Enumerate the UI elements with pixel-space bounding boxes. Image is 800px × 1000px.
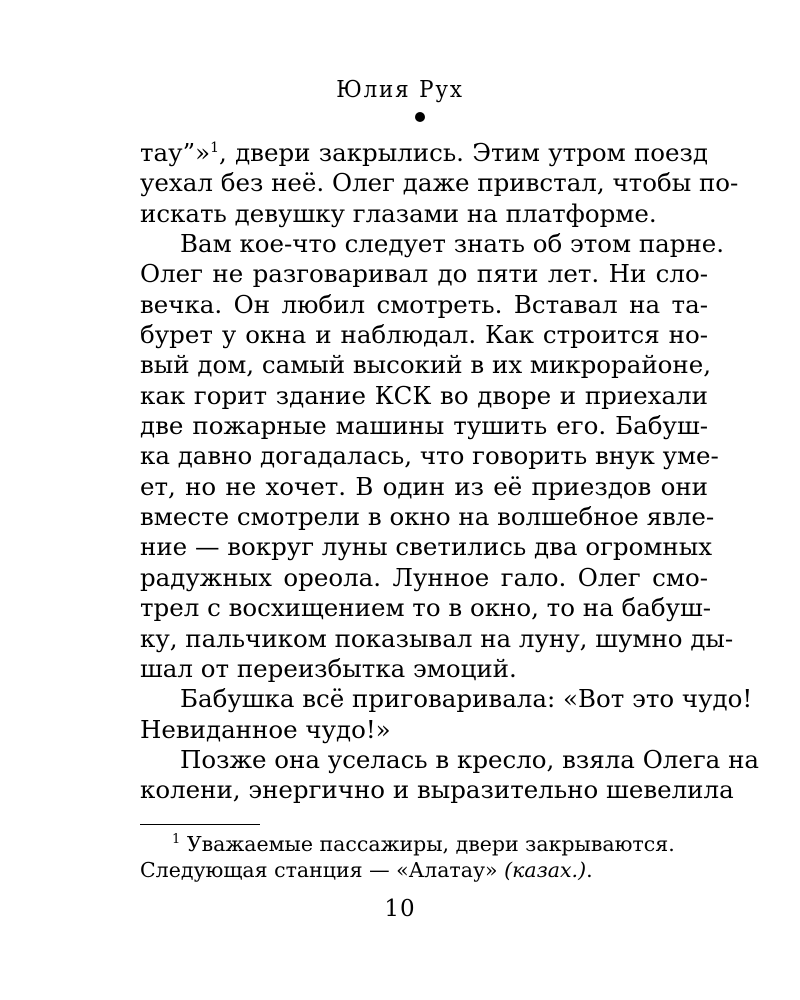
- text-line: вый дом, самый высокий в их микрорайоне,: [140, 350, 712, 380]
- text-line: радужных ореола. Лунное гало. Олег смо-: [140, 562, 708, 592]
- text-line: ет, но не хочет. В один из её приездов они: [140, 471, 708, 501]
- text-line: искать девушку глазами на платформе.: [140, 198, 657, 228]
- footnote-line: Следующая станция — «Алатау» (казах.).: [140, 858, 593, 882]
- text-line: уехал без неё. Олег даже привстал, чтобы по-: [140, 168, 739, 198]
- footnote: [140, 831, 708, 883]
- text-line: Вам кое-что следует знать об этом парне.: [180, 229, 725, 259]
- text-line: вечка. Он любил смотреть. Вставал на та-: [140, 289, 708, 319]
- header-bullet-ornament: [415, 112, 425, 122]
- text-line: ка давно догадалась, что говорить внук уме-: [140, 441, 719, 471]
- text-line: Невиданное чудо!»: [140, 714, 391, 744]
- text-line: Позже она уселась в кресло, взяла Олега на: [180, 744, 760, 774]
- running-header-author: Юлия Рух: [336, 77, 464, 103]
- footnote-divider: [140, 824, 260, 825]
- page-number: 10: [384, 896, 416, 922]
- text-line: тау”»$^1$, двери закрылись. Этим утром поезд: [140, 138, 708, 167]
- text-line: колени, энергично и выразительно шевелила: [140, 775, 734, 805]
- text-line: Бабушка всё приговаривала: «Вот это чудо!: [180, 684, 753, 714]
- text-line: шал от переизбытка эмоций.: [140, 653, 517, 683]
- footnote-marker: 1: [172, 832, 181, 848]
- text-line: Олег не разговаривал до пяти лет. Ни сло-: [140, 259, 708, 289]
- body-text: [140, 138, 760, 806]
- text-line: как горит здание КСК во дворе и приехали: [140, 380, 708, 410]
- text-line: ние — вокруг луны светились два огромных: [140, 532, 713, 562]
- footnote-line: $^1$ Уважаемые пассажиры, двери закрываются.: [172, 832, 675, 856]
- text-line: ку, пальчиком показывал на луну, шумно ды-: [140, 623, 734, 653]
- text-line: бурет у окна и наблюдал. Как строится но-: [140, 320, 708, 350]
- footnote-language-note: (казах.): [504, 858, 587, 882]
- text-line: вместе смотрели в окно на волшебное явле-: [140, 502, 715, 532]
- footnote-reference[interactable]: 1: [210, 139, 220, 156]
- text-line: трел с восхищением то в окно, то на бабуш-: [140, 593, 712, 623]
- text-line: две пожарные машины тушить его. Бабуш-: [140, 411, 708, 441]
